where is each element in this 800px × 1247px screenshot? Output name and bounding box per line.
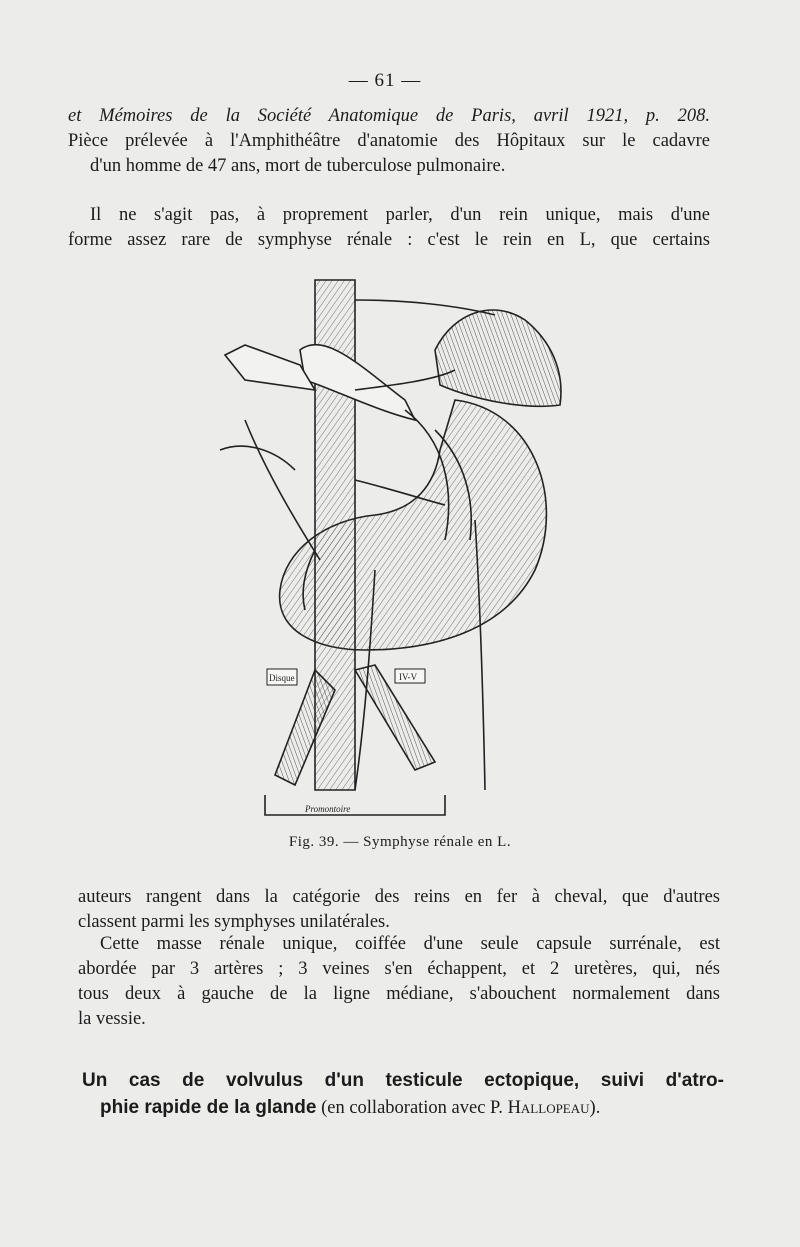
adrenal-gland: [435, 310, 561, 406]
text-line: auteurs rangent dans la catégorie des reins en fer à cheval, que d'autres: [78, 887, 720, 907]
label-promontoire: Promontoire: [305, 804, 351, 814]
text-line: d'un homme de 47 ans, mort de tuberculose pulmonaire.: [90, 156, 506, 176]
text-line: Pièce prélevée à l'Amphithéâtre d'anatomie des Hôpitaux sur le cadavre: [68, 131, 710, 151]
heading-close: ).: [589, 1098, 601, 1118]
section-heading: [82, 1067, 724, 1122]
figure-caption: Fig. 39. — Symphyse rénale en L.: [288, 834, 512, 850]
heading-line: Un cas de volvulus d'un testicule ectopique, suivi d'atro-: [82, 1070, 724, 1091]
paragraph-description: [78, 932, 720, 1032]
text-line: tous deux à gauche de la ligne médiane, s'abouchent normalement dans: [78, 984, 720, 1004]
text-line: classent parmi les symphyses unilatérales.: [78, 912, 390, 932]
text-line: abordée par 3 artères ; 3 veines s'en échappent, et 2 uretères, qui, nés: [78, 959, 720, 979]
text-line: Il ne s'agit pas, à proprement parler, d'un rein unique, mais d'une: [90, 205, 710, 225]
text-line: et Mémoires de la Société Anatomique de Paris, avril 1921, p. 208.: [68, 106, 710, 126]
text-line: la vessie.: [78, 1009, 146, 1029]
heading-collab: (en collaboration avec P.: [316, 1098, 508, 1118]
text-line: forme assez rare de symphyse rénale : c'est le rein en L, que certains: [68, 230, 710, 250]
heading-author: Hallopeau: [507, 1098, 590, 1118]
paragraph-intro: [68, 203, 710, 253]
label-disque: Disque: [269, 673, 295, 683]
text-line: Cette masse rénale unique, coiffée d'une seule capsule surrénale, est: [100, 934, 720, 954]
paragraph-reference: [68, 104, 710, 179]
heading-bold: phie rapide de la glande: [100, 1097, 317, 1118]
paragraph-continued: [78, 885, 720, 935]
heading-line: [82, 1094, 724, 1122]
page-number: — 61 —: [348, 70, 422, 91]
label-iv-v: IV-V: [399, 672, 418, 682]
anatomical-illustration: [205, 270, 585, 830]
